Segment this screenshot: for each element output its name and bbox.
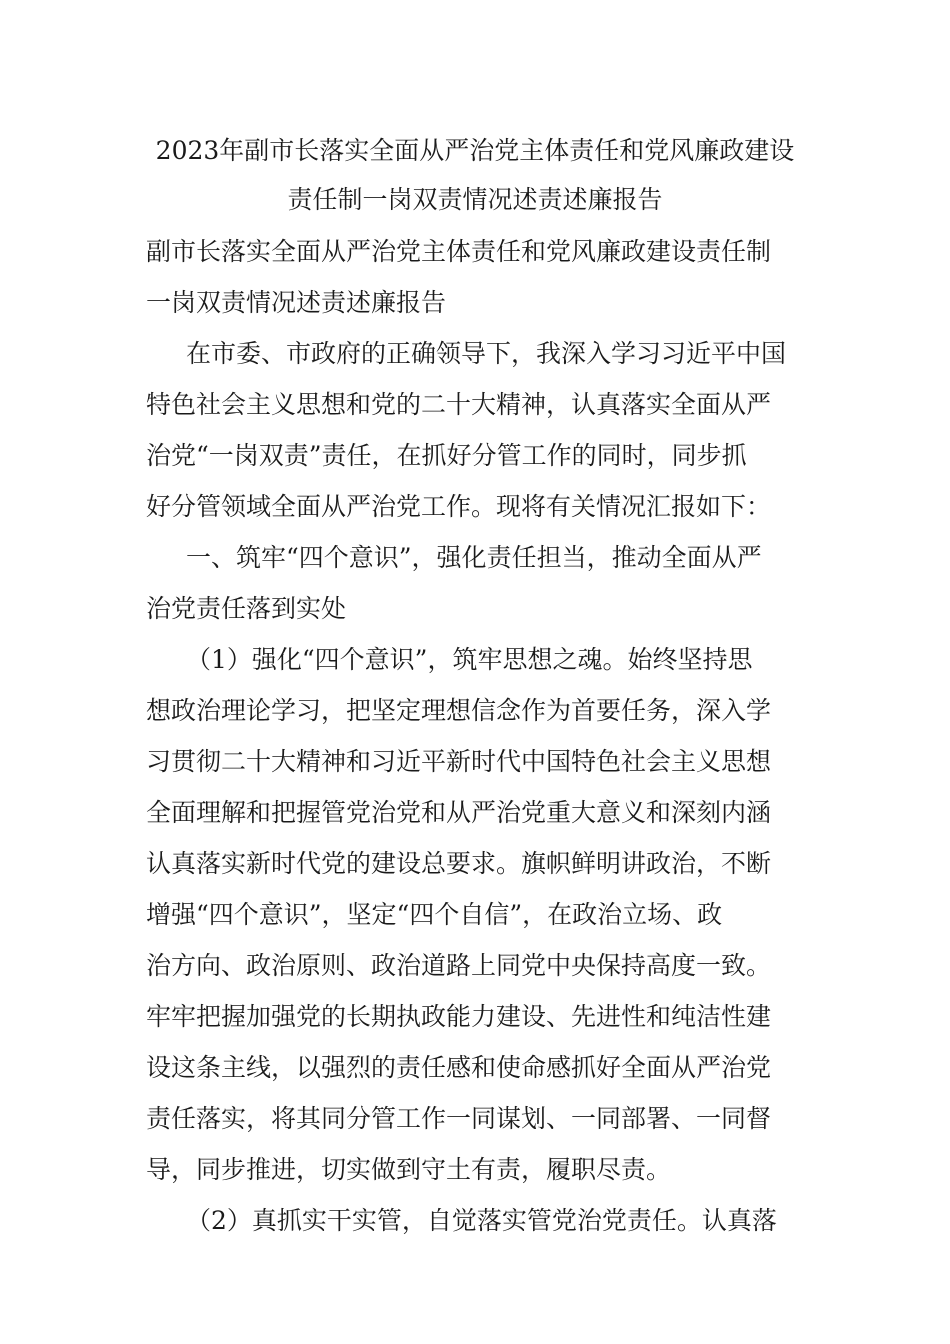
body-text-line: 治党“一岗双责”责任，在抓好分管工作的同时，同步抓 — [146, 441, 747, 470]
body-text-line: （1）强化“四个意识”，筑牢思想之魂。始终坚持思 — [186, 645, 753, 674]
section-heading-line: 一、筑牢“四个意识”，强化责任担当，推动全面从严 — [186, 543, 762, 572]
body-text-line: 设这条主线，以强烈的责任感和使命感抓好全面从严治党 — [146, 1053, 772, 1082]
document-title-line-2: 责任制一岗双责情况述责述廉报告 — [287, 185, 663, 214]
body-text-line: 治方向、政治原则、政治道路上同党中央保持高度一致。 — [146, 951, 772, 980]
body-text-line: 想政治理论学习，把坚定理想信念作为首要任务，深入学 — [146, 696, 772, 725]
subtitle-line-1: 副市长落实全面从严治党主体责任和党风廉政建设责任制 — [146, 237, 772, 266]
body-text-line: 在市委、市政府的正确领导下，我深入学习习近平中国 — [186, 339, 787, 368]
body-text-line: 责任落实，将其同分管工作一同谋划、一同部署、一同督 — [146, 1104, 772, 1133]
body-text-line: 增强“四个意识”，坚定“四个自信”，在政治立场、政 — [146, 900, 723, 929]
body-text-line: 导，同步推进，切实做到守土有责，履职尽责。 — [146, 1155, 672, 1184]
body-text-line: （2）真抓实干实管，自觉落实管党治党责任。认真落 — [186, 1206, 777, 1235]
section-heading-line: 治党责任落到实处 — [146, 594, 347, 623]
document-title-line-1: 2023年副市长落实全面从严治党主体责任和党风廉政建设 — [155, 136, 795, 165]
body-text-line: 特色社会主义思想和党的二十大精神，认真落实全面从严 — [146, 390, 772, 419]
body-text-line: 全面理解和把握管党治党和从严治党重大意义和深刻内涵 — [146, 798, 772, 827]
subtitle-line-2: 一岗双责情况述责述廉报告 — [146, 288, 447, 317]
body-text-line: 好分管领域全面从严治党工作。现将有关情况汇报如下： — [146, 492, 772, 521]
body-text-line: 认真落实新时代党的建设总要求。旗帜鲜明讲政治，不断 — [146, 849, 772, 878]
body-text-line: 习贯彻二十大精神和习近平新时代中国特色社会主义思想 — [146, 747, 772, 776]
body-text-line: 牢牢把握加强党的长期执政能力建设、先进性和纯洁性建 — [146, 1002, 772, 1031]
